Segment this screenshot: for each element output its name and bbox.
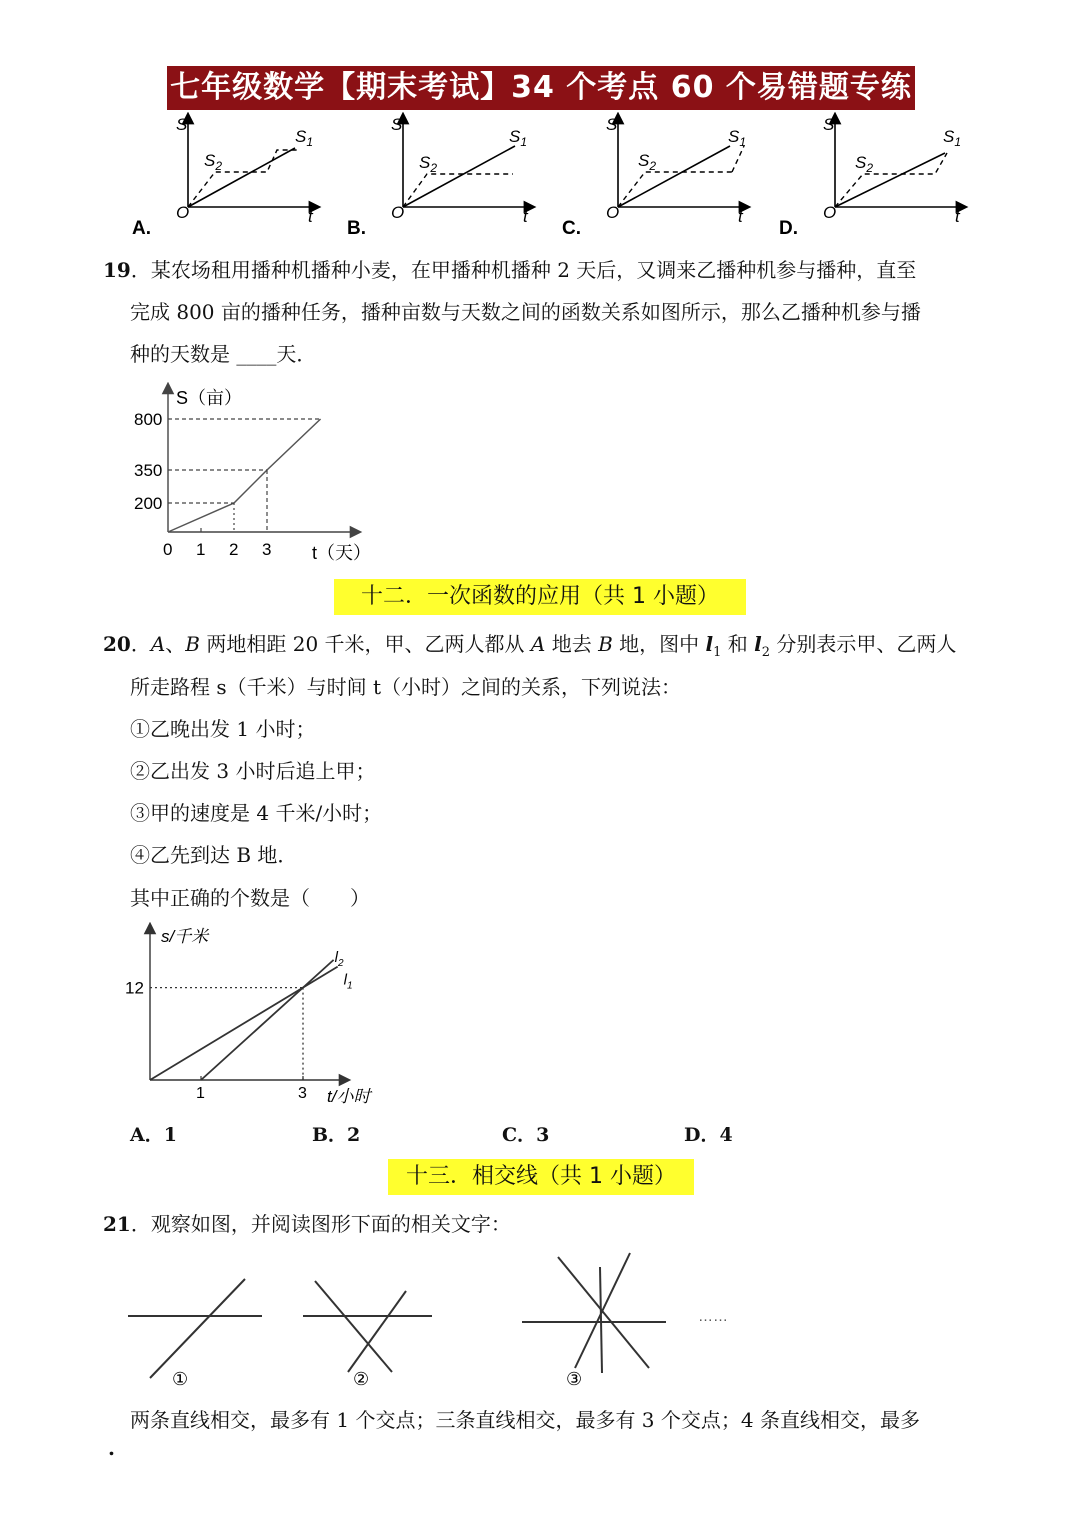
x-tick-2: 2 [229,540,239,559]
q20-statement-3: ③甲的速度是 4 千米/小时； [130,801,383,825]
legend-l1-sub: 1 [347,980,353,992]
q20-line-2: 所走路程 s（千米）与时间 t（小时）之间的关系，下列说法： [130,675,682,699]
origin-label: O [823,203,837,222]
y-tick-200: 200 [134,494,163,513]
origin-label: O [176,203,190,222]
q21-stem: 21．观察如图，并阅读图形下面的相关文字： [103,1212,511,1236]
q20-option-a: A．1 [130,1124,177,1146]
x-tick-3: 3 [298,1085,307,1102]
s-axis-label: S [606,115,618,134]
ellipsis: …… [698,1308,728,1325]
sowing-line [168,419,321,532]
figure-label-1: ① [172,1369,189,1389]
y-tick-800: 800 [134,410,163,429]
legend-l2-sub: 2 [337,957,344,969]
q20-stem-end: 其中正确的个数是（ ） [130,886,370,910]
origin-label: O [606,203,620,222]
x-axis-title: t（天） [312,543,372,563]
option-label-d: D. [779,218,798,239]
s1-label: $S_1$ [728,127,747,149]
figure-three-lines [303,1281,432,1389]
figure-label-2: ② [353,1369,370,1389]
s2-label: $S_2$ [638,151,657,173]
s1-label: $S_1$ [295,127,314,149]
s-axis-label: S [176,115,188,134]
q20-chart [115,922,395,1112]
q21-intersecting-lines-figures [110,1245,770,1395]
q21-bottom-text: 两条直线相交，最多有 1 个交点；三条直线相交，最多有 3 个交点；4 条直线相交，最多 [130,1408,920,1432]
q20-option-b: B．2 [312,1124,361,1146]
q19-line-1: 19．某农场租用播种机播种小麦，在甲播种机播种 2 天后，又调来乙播种机参与播种，直至 [103,258,917,282]
y-tick-12: 12 [125,978,144,998]
legend-l2 [335,949,344,969]
figure-two-lines [128,1279,262,1389]
graph-option-c [560,112,760,240]
s2-label: $S_2$ [855,153,874,175]
figure-label-3: ③ [566,1369,583,1389]
page-banner-title: 七年级数学【期末考试】34 个考点 60 个易错题专练 [167,66,915,110]
line-l1 [150,967,338,1080]
graph-option-d [775,112,975,240]
graph-option-a [130,112,330,240]
s2-label: $S_2$ [204,151,223,173]
option-label-c: C. [562,218,581,239]
figure-four-lines [522,1253,666,1389]
s1-label: $S_1$ [943,127,962,149]
s-axis-label: S [823,115,835,134]
q20-option-d: D．4 [684,1124,733,1146]
x-tick-1: 1 [196,540,206,559]
q20-statement-1: ①乙晚出发 1 小时； [130,717,316,741]
section-13-title: 十三．相交线（共 1 小题） [388,1159,694,1195]
q19-line-3: 种的天数是 ____天． [130,342,317,366]
option-label-b: B. [347,218,366,239]
q19-line-2: 完成 800 亩的播种任务，播种亩数与天数之间的函数关系如图所示，那么乙播种机参与播 [130,300,921,324]
t-axis-label: t [955,207,960,226]
y-axis-title: s/千米 [161,927,209,946]
x-tick-3: 3 [262,540,272,559]
s-axis-label: S [391,115,403,134]
graph-option-b [345,112,545,240]
option-label-a: A. [132,218,151,239]
line-l2 [201,960,334,1080]
q19-chart [120,382,390,572]
s1-label: $S_1$ [509,127,528,149]
x-tick-0: 0 [163,540,173,559]
x-tick-1: 1 [196,1085,205,1102]
t-axis-label: t [308,207,313,226]
legend-l1 [344,972,353,992]
q20-option-c: C．3 [502,1124,550,1146]
q20-statement-2: ②乙出发 3 小时后追上甲； [130,759,376,783]
q20-statement-4: ④乙先到达 B 地． [130,843,298,867]
s2-label: $S_2$ [419,153,438,175]
y-axis-title: S（亩） [176,388,243,408]
legend-l2-main: l [334,948,338,966]
section-12-title: 十二．一次函数的应用（共 1 小题） [334,579,746,615]
q20-line-1: 20．A、B 两地相距 20 千米，甲、乙两人都从 A 地去 B 地，图中 $l_1$ 和 $l_2$ 分别表示甲、乙两人 [103,632,957,660]
q21-trailing-dot: . [108,1436,115,1460]
t-axis-label: t [738,207,743,226]
origin-label: O [391,203,405,222]
t-axis-label: t [523,207,528,226]
x-axis-title: t/小时 [327,1087,371,1106]
y-tick-350: 350 [134,461,163,480]
legend-l1-main: l [343,971,348,989]
